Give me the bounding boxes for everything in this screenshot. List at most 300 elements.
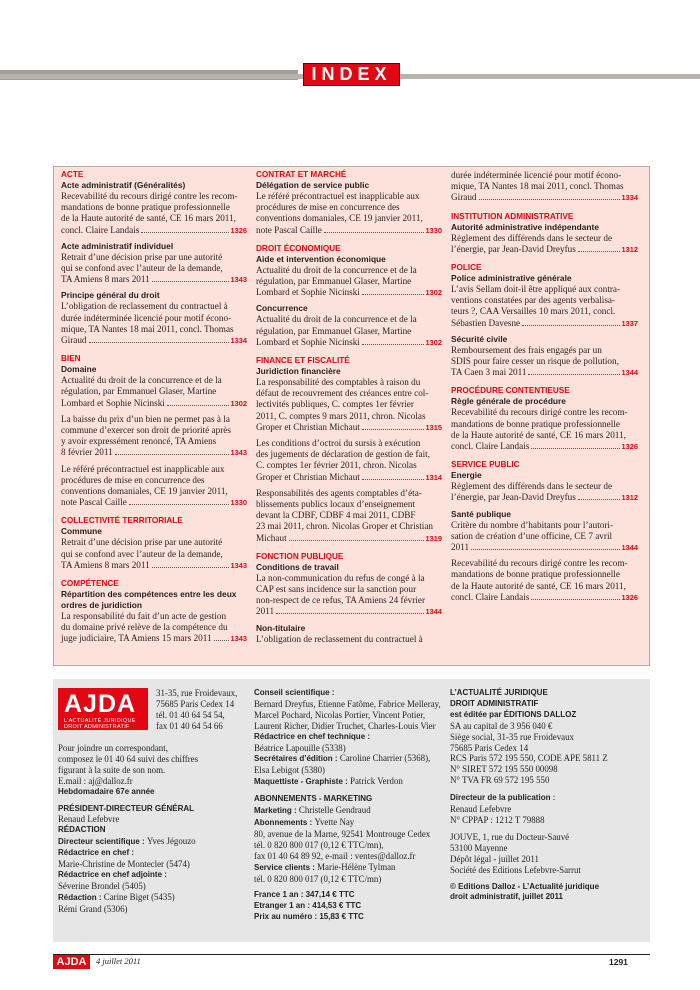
masthead-line [450,743,645,754]
index-subcategory: Autorité administrative indépendante [451,221,599,232]
masthead-line [450,792,645,804]
masthead-line [450,804,645,815]
leader-dots [152,567,229,568]
index-entry-line [61,398,247,409]
masthead-label: Directeur scientifique : [58,837,147,847]
index-entry-line [451,192,638,203]
masthead-value: Pour joindre un correspondant, [58,743,168,753]
index-entry-text: mique, TA Nantes 18 mai 2011, concl. Thomas [61,323,234,334]
masthead-line [450,721,645,732]
index-entry-text: TA Amiens 8 mars 2011 [61,274,150,285]
index-subcategory: Domaine [61,364,97,375]
masthead-value: Béatrice Lapouille (5338) [254,742,346,753]
masthead-value: Caroline Charrier (5368), [339,753,431,764]
page-reference[interactable]: 1315 [425,422,442,432]
page-reference[interactable]: 1314 [425,472,442,482]
masthead-value: N° SIRET 572 195 550 00098 [450,764,558,775]
masthead-value: Rédactrice en chef adjointe : [58,869,167,879]
page-reference[interactable]: 1334 [621,193,638,203]
index-entry-text: du domaine privé relève de la compétence du [61,622,228,633]
index-subcategory: Juridiction financière [256,366,341,377]
masthead-value: droit administratif, juillet 2011 [450,892,563,902]
index-entry-text: 2011, C. comptes 9 mars 2011, chron. Nicolas [256,410,426,421]
masthead-value: Elsa Lebigot (5380) [254,765,325,776]
masthead-line [58,765,248,776]
index-entry-text: commune d’exercer son droit de priorité après [61,425,231,436]
index-entry-text: 2011 [256,606,275,617]
masthead-label: Rédaction : [58,892,104,902]
index-entry-text: Michaut [256,532,287,543]
index-entry-text: conventions domaniales, CE 19 janvier 2011, [61,486,228,497]
masthead-line [254,732,454,743]
masthead-line [450,688,645,699]
masthead-line [254,721,454,732]
masthead-value: Yvette Nay [314,816,355,827]
index-entry-line [61,447,247,458]
masthead-label: Service clients : [254,862,318,872]
index-entry-text: Recevabilité du recours dirigé contre les recom- [451,407,628,418]
masthead-value: Société des Editions Lefebvre-Sarrut [450,864,581,875]
index-entry-text: sation de création d’une officine, CE 7 avril [451,530,613,541]
masthead-value: RÉDACTION [58,825,106,835]
leader-dots [152,281,229,282]
page-title-box [303,63,400,86]
masthead-line [450,865,645,876]
masthead-line [450,764,645,775]
leader-dots [362,479,424,480]
index-subcategory: Acte administratif (Généralités) [61,180,186,190]
index-entry-text: Actualité du droit de la concurrence et de la [256,314,417,325]
masthead-label: Abonnements : [254,817,315,827]
index-entry-text: La responsabilité du fait d’un acte de gestion [61,611,227,622]
index-entry-text: concl. Claire Landais [61,224,140,235]
index-subcategory: Energie [451,470,482,481]
index-entry-text: durée indéterminée licencié pour motif écono- [61,312,232,323]
leader-dots [115,454,229,455]
index-entry-line [61,497,247,508]
masthead-value: 75685 Paris Cedex 14 [450,742,529,753]
page-reference[interactable]: 1334 [230,336,247,346]
footer-date: 4 juillet 2011 [96,956,141,966]
masthead-value: Etranger 1 an : 414,53 € TTC [254,901,362,911]
masthead-value: Yves Jégouzo [146,836,196,847]
index-entry-text: non-respect de ce refus, TA Amiens 24 février [256,595,426,606]
masthead-value: figurant à la suite de son nom. [58,764,166,775]
index-entry-text: Groper et Christian Michaut [256,471,360,482]
masthead-value: N° CPPAP : 1212 T 79888 [450,814,545,825]
page-reference[interactable]: 1330 [230,498,247,508]
index-category: COLLECTIVITÉ TERRITORIALE [61,516,183,526]
page-reference[interactable]: 1326 [621,592,638,602]
index-entry-text: de la Haute autorité de santé, CE 16 mars 2011, [451,429,626,440]
index-entry-text: note Pascal Caille [61,497,127,508]
index-entry-text: procédures de mise en concurrence des [61,474,205,485]
index-category: COMPÉTENCE [61,579,119,589]
page-number: 1291 [609,957,628,967]
masthead-line [254,805,454,817]
masthead-line [254,874,454,885]
index-subcategory: Répartition des compétences entre les deux [61,589,237,600]
masthead-value: Laurent Richer, Didier Truchet, Charles-Louis Vier [254,720,436,731]
masthead-line [254,817,454,829]
index-entry-text: Les conditions d’octroi du sursis à exécution [256,438,421,449]
index-entry-text: C. comptes 1er février 2011, chron. Nicolas [256,460,417,471]
page-reference[interactable]: 1312 [621,493,638,503]
masthead-value: © Editions Dalloz - L’Actualité juridique [450,881,600,891]
index-category: SERVICE PUBLIC [451,460,520,470]
masthead-line [58,881,248,892]
index-entry-text: concl. Claire Landais [451,441,530,452]
masthead-line [450,892,645,903]
leader-dots [289,540,424,541]
masthead-value: Séverine Brondel (5405) [58,880,146,891]
index-entry-line [451,441,638,452]
index-entry-text: Règlement des différends dans le secteur de [451,232,613,243]
masthead-value: Renaud Lefebvre [58,814,120,825]
index-entry-text: TA Caen 3 mai 2011 [451,367,527,378]
masthead-line [254,743,454,754]
masthead-value: SA au capital de 3 956 040 € [450,720,553,731]
index-entry-text: L’avis Sellam doit-il être appliqué aux contra- [451,284,621,295]
masthead-value: Carine Biget (5435) [103,891,175,902]
index-entry-line [61,560,247,571]
leader-dots [167,405,229,406]
masthead-line [58,804,248,815]
index-entry-line [451,318,638,329]
masthead-line [254,862,454,874]
masthead-value: Prix au numéro : 15,83 € TTC [254,912,364,922]
leader-dots [479,199,620,200]
index-entry-text: Lombard et Sophie Nicinski [256,336,360,347]
masthead-line [58,776,248,787]
masthead-line [58,870,248,881]
masthead-value: : [550,792,556,803]
masthead-value: tél. 0 820 800 017 (0,12 € TTC/mn), [254,839,384,850]
page-reference[interactable]: 1344 [425,607,442,617]
page-reference[interactable]: 1343 [230,634,247,644]
index-entry-text: Règlement des différends dans le secteur de [451,481,613,492]
index-entry-text: 8 février 2011 [61,447,113,458]
index-entry-text: juge judiciaire, TA Amiens 15 mars 2011 [61,633,212,644]
leader-dots [471,549,620,550]
index-entry-text: Retrait d’une décision prise par une autorité [61,251,223,262]
index-entry-line [256,422,442,433]
index-entry-text: Giraud [451,192,477,203]
index-entry-text: mandations de bonne pratique professionnelle [451,418,620,429]
logo-text: AJDA [64,690,137,718]
page-reference[interactable]: 1302 [230,398,247,408]
page-reference[interactable]: 1344 [621,543,638,553]
page-reference[interactable]: 1319 [425,533,442,543]
footer-rule [53,954,650,955]
index-entry-text: de la Haute autorité de santé, CE 16 mars 2011, [451,580,626,591]
index-entry-text: mandations de bonne pratique professionnelle [451,569,620,580]
masthead-line [450,843,645,854]
index-subcategory: Santé publique [451,508,512,519]
index-entry-text: de la Haute autorité de santé, CE 16 mars 2011, [61,213,236,224]
index-entry-text: Retrait d’une décision prise par une autorité [61,537,223,548]
index-entry-text: blissements publics locaux d’enseignement [256,499,415,510]
index-subcategory: Règle générale de procédure [451,396,566,407]
masthead-line [450,710,645,721]
masthead-value: Bernard Dreyfus, Etienne Fatôme, Fabrice Melleray, [254,698,441,709]
masthead-column-1 [58,743,248,915]
index-category: ACTE [61,170,84,179]
masthead-line [58,825,248,836]
masthead-value: composez le 01 40 64 suivi des chiffres [58,753,199,764]
index-entry-text: mique, TA Nantes 18 mai 2011, concl. Thomas [451,181,624,192]
leader-dots [522,325,619,326]
index-entry-text: l’énergie, par Jean-David Dreyfus [451,492,576,503]
index-column-1 [61,170,247,645]
masthead-line [254,851,454,862]
index-entry-text: mandations de bonne pratique professionnelle [61,202,230,213]
index-entry-line [256,606,442,617]
index-category: BIEN [61,354,81,364]
masthead-line [58,892,248,904]
masthead-value: Hebdomadaire 67e année [58,786,155,796]
leader-dots [141,232,228,233]
index-entry-line [61,225,247,236]
masthead-value: N° TVA FR 69 572 195 550 [450,775,550,786]
page-reference[interactable]: 1302 [425,288,442,298]
index-entry-text: Lombard et Sophie Nicinski [61,397,165,408]
masthead-value: 80, avenue de la Marne, 92541 Montrouge Cedex [254,828,431,839]
masthead-value: Siège social, 31-35 rue Froidevaux [450,731,574,742]
page-reference[interactable]: 1337 [621,318,638,328]
masthead-line [254,710,454,721]
index-subcategory: Conditions de travail [256,561,339,572]
address-line: tél. 01 40 64 54 54, [156,709,225,720]
index-entry-text: CAP est sans incidence sur la sanction pour [256,584,417,595]
index-entry-text: Responsabilités des agents comptables d’éta- [256,487,422,498]
page-reference[interactable]: 1326 [621,442,638,452]
ajda-logo [58,688,148,730]
index-entry-text: teurs ?, CAA Versailles 10 mars 2011, concl. [451,306,616,317]
masthead-line [58,754,248,765]
logo-subtitle: L’ACTUALITÉ JURIDIQUE DROIT ADMINISTRATIF [64,718,136,730]
masthead-line [450,882,645,893]
index-entry-text: TA Amiens 8 mars 2011 [61,559,150,570]
index-entry-line [451,592,638,603]
index-subcategory: Aide et intervention économique [256,253,386,264]
leader-dots [129,504,229,505]
leader-dots [276,613,424,614]
masthead-line [58,848,248,859]
index-entry-text: Actualité du droit de la concurrence et de la [256,264,417,275]
index-entry-text: Le référé précontractuel est inapplicable aux [256,191,420,201]
index-entry-text: Recevabilité du recours dirigé contre les recom- [61,191,238,201]
index-subcategory: Délégation de service public [256,180,370,190]
masthead-label: Secrétaires d’édition : [254,754,340,764]
index-entry-text: Giraud [61,335,87,346]
index-category: CONTRAT ET MARCHÉ [256,170,347,179]
leader-dots [362,294,424,295]
masthead-line [450,732,645,743]
index-subcategory: Concurrence [256,303,308,314]
index-entry-text: SDIS pour faire cesser un risque de pollution, [451,356,619,367]
page-title: INDEX [311,64,392,84]
page-reference[interactable]: 1302 [425,337,442,347]
index-entry-text: devant la CDBF, CDBF 4 mai 2011, CDBF [256,510,416,521]
index-entry-text: lectivités publiques, C. comptes 1er février [256,399,414,410]
masthead-line [254,776,454,788]
masthead-value: DROIT ADMINISTRATIF [450,698,539,708]
index-entry-text: ventions constatées par des agents verbalisa- [451,295,616,306]
masthead-value: L’ACTUALITÉ JURIDIQUE [450,688,548,697]
leader-dots [89,342,229,343]
masthead-line [58,814,248,825]
index-entry-text: Le référé précontractuel est inapplicable aux [61,463,225,474]
masthead-line [254,699,454,710]
masthead-value: JOUVE, 1, rue du Docteur-Sauvé [450,831,570,842]
footer-logo: AJDA [53,955,90,969]
masthead-value: Rémi Grand (5306) [58,903,128,914]
leader-dots [362,344,424,345]
page-reference[interactable]: 1312 [621,244,638,254]
masthead-value: Dépôt légal - juillet 2011 [450,853,539,864]
publisher-address [156,688,237,732]
masthead-value: RCS Paris 572 195 550, CODE APE 5811 Z [450,753,608,764]
address-line: 75685 Paris Cedex 14 [156,698,235,709]
masthead-value: Rédactrice en chef technique : [254,731,371,741]
masthead-value: tél. 0 820 800 017 (0,12 € TTC/mn) [254,873,382,884]
index-entry-text: note Pascal Caille [256,224,322,235]
index-entry-text: Remboursement des frais engagés par un [451,344,602,355]
leader-dots [324,232,424,233]
index-column-3 [451,170,638,603]
leader-dots [528,374,619,375]
masthead-value: 53100 Mayenne [450,842,508,853]
index-entry-text: Actualité du droit de la concurrence et de la [61,375,222,386]
index-entry-line [256,287,442,298]
masthead-line [254,753,454,765]
index-entry-text: des jugements de déclaration de gestion de fait, [256,449,430,460]
index-entry-text: régulation, par Emmanuel Glaser, Martine [256,276,412,287]
index-entry-text: 23 mai 2011, chron. Nicolas Groper et Christian [256,521,433,532]
index-category: FONCTION PUBLIQUE [256,551,344,561]
index-column-2 [256,170,442,645]
masthead-label: Marketing : [254,806,299,816]
index-entry-line [451,367,638,378]
index-entry-text: L’obligation de reclassement du contractuel à [256,633,423,644]
index-entry-text: Recevabilité du recours dirigé contre les recom- [451,558,628,569]
index-entry-text: y avoir expressément renoncé, TA Amiens [61,436,217,447]
masthead-line [254,912,454,923]
index-category: POLICE [451,263,482,273]
page-reference[interactable]: 1343 [230,448,247,458]
page-reference[interactable]: 1344 [621,368,638,378]
masthead-label: Directeur de la publication [450,793,551,803]
masthead-line [254,794,454,805]
address-line: fax 01 40 64 54 66 [156,720,223,731]
masthead-column-2 [254,688,454,923]
masthead-value: fax 01 40 64 89 92, e-mail : ventes@dalloz.fr [254,850,416,861]
index-entry-line [451,542,638,553]
index-entry-line [451,244,638,255]
index-subcategory: Acte administratif individuel [61,240,174,251]
index-category: FINANCE ET FISCALITÉ [256,356,350,366]
page-reference[interactable]: 1330 [425,225,442,235]
masthead-line [254,829,454,840]
index-category: INSTITUTION ADMINISTRATIVE [451,211,574,221]
masthead-value: PRÉSIDENT-DIRECTEUR GÉNÉRAL [58,803,195,813]
leader-dots [578,499,620,500]
index-entry-text: défaut de recouvrement des créances entre col- [256,388,429,399]
masthead-line [254,765,454,776]
page-reference[interactable]: 1343 [230,560,247,570]
index-entry-line [256,533,442,544]
masthead-line [450,854,645,865]
masthead-value: Conseil scientifique : [254,688,335,697]
index-entry-text: conventions domaniales, CE 19 janvier 2011, [256,213,423,224]
index-entry-text: qui se confond avec l’auteur de la demande, [61,548,223,559]
index-entry-text: Sébastien Davesne [451,317,521,328]
index-entry-line [256,337,442,348]
masthead-value: France 1 an : 347,14 € TTC [254,890,355,900]
index-subcategory: Non-titulaire [256,622,306,633]
masthead-line [450,815,645,826]
masthead-line [450,775,645,786]
masthead-line [58,836,248,848]
index-entry-line [61,633,247,644]
masthead-line [450,753,645,764]
index-entry-text: Lombard et Sophie Nicinski [256,287,360,298]
index-entry-line [451,492,638,503]
index-subcategory: Principe général du droit [61,290,160,301]
leader-dots [531,448,619,449]
masthead-value: est éditée par ÉDITIONS DALLOZ [450,709,577,719]
page-reference[interactable]: 1326 [230,225,247,235]
masthead-value: Marcel Pochard, Nicolas Portier, Vincent Potier, [254,709,426,720]
index-entry-text: qui se confond avec l’auteur de la demande, [61,263,223,274]
index-entry-text: régulation, par Emmanuel Glaser, Martine [256,325,412,336]
index-entry-text: 2011 [451,542,470,553]
masthead-value: Christelle Gendraud [298,805,371,816]
leader-dots [362,429,424,430]
index-subcategory: Sécurité civile [451,333,508,344]
masthead-line [450,832,645,843]
masthead-line [254,840,454,851]
index-category: DROIT ÉCONOMIQUE [256,243,341,253]
index-entry-text: Groper et Christian Michaut [256,421,360,432]
leader-dots [214,640,229,641]
index-entry-line [256,472,442,483]
masthead-line [58,787,248,798]
masthead-line [254,901,454,912]
masthead-line [254,890,454,901]
index-entry-text: l’énergie, par Jean-David Dreyfus [451,243,576,254]
masthead-line [450,699,645,710]
leader-dots [531,599,619,600]
masthead-label: Maquettiste - Graphiste : [254,777,351,787]
index-entry-text: La responsabilité des comptables à raison du [256,377,421,388]
index-entry-text: La non-communication du refus de congé à la [256,572,425,583]
index-entry-line [61,335,247,346]
leader-dots [578,251,620,252]
masthead-column-3 [450,688,645,903]
index-subcategory: Police administrative générale [451,273,572,284]
address-line: 31-35, rue Froidevaux, [156,688,238,698]
page-reference[interactable]: 1343 [230,275,247,285]
index-subcategory: Commune [61,526,102,537]
index-category: PROCÉDURE CONTENTIEUSE [451,386,570,396]
masthead-value: E.mail : aj@dalloz.fr [58,775,133,786]
masthead-line [58,743,248,754]
index-entry-text: La baisse du prix d’un bien ne permet pas à la [61,413,230,424]
masthead-value: Marie-Christine de Montecler (5474) [58,859,190,870]
masthead-value: Patrick Verdon [350,776,403,787]
